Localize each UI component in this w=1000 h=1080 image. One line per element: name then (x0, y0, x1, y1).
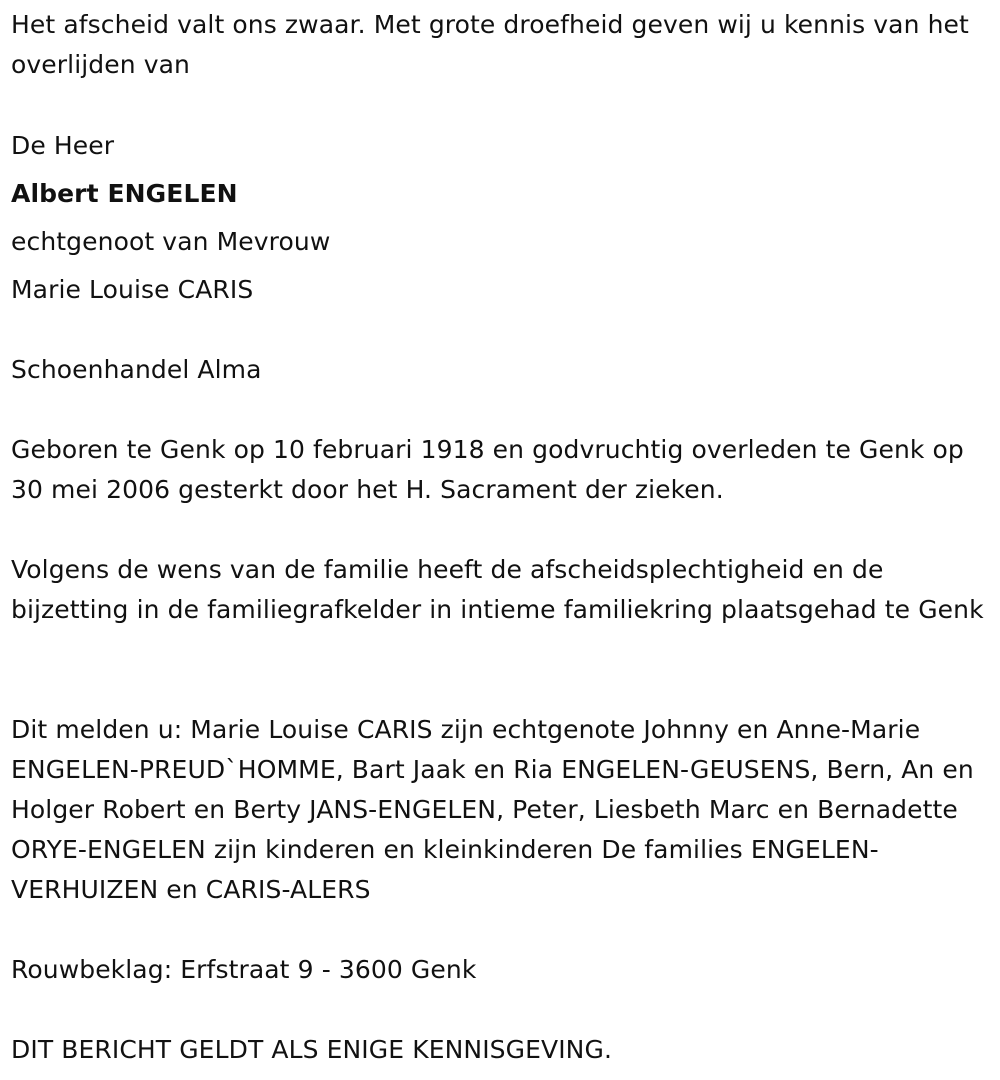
condolence-address: Rouwbeklag: Erfstraat 9 - 3600 Genk (11, 955, 477, 984)
intro-paragraph: Het afscheid valt ons zwaar. Met grote droefheid geven wij u kennis van het overlijden van (11, 10, 969, 79)
notice-line: DIT BERICHT GELDT ALS ENIGE KENNISGEVING. (11, 1035, 612, 1064)
family-paragraph: Dit melden u: Marie Louise CARIS zijn echtgenote Johnny en Anne-Marie ENGELEN-PREUD`HOMME, Bart Jaak en Ria ENGELEN-GEUSENS, Bern, An en Holger Robert en Berty JANS-ENGELEN, Peter, Liesbeth Marc en Bernadette ORYE-ENGELEN zijn kinderen en kleinkinderen De families ENGELEN-VERHUIZEN en CARIS-ALERS (11, 715, 974, 904)
business-name: Schoenhandel Alma (11, 355, 262, 384)
spouse-name: Marie Louise CARIS (11, 275, 254, 304)
spouse-prefix: echtgenoot van Mevrouw (11, 227, 331, 256)
ceremony-paragraph: Volgens de wens van de familie heeft de afscheidsplechtigheid en de bijzetting in de familiegrafkelder in intieme familiekring plaatsgehad te Genk (11, 555, 984, 624)
deceased-name: Albert ENGELEN (11, 179, 238, 208)
salutation: De Heer (11, 131, 115, 160)
birth-death-paragraph: Geboren te Genk op 10 februari 1918 en godvruchtig overleden te Genk op 30 mei 2006 gesterkt door het H. Sacrament der zieken. (11, 435, 964, 504)
